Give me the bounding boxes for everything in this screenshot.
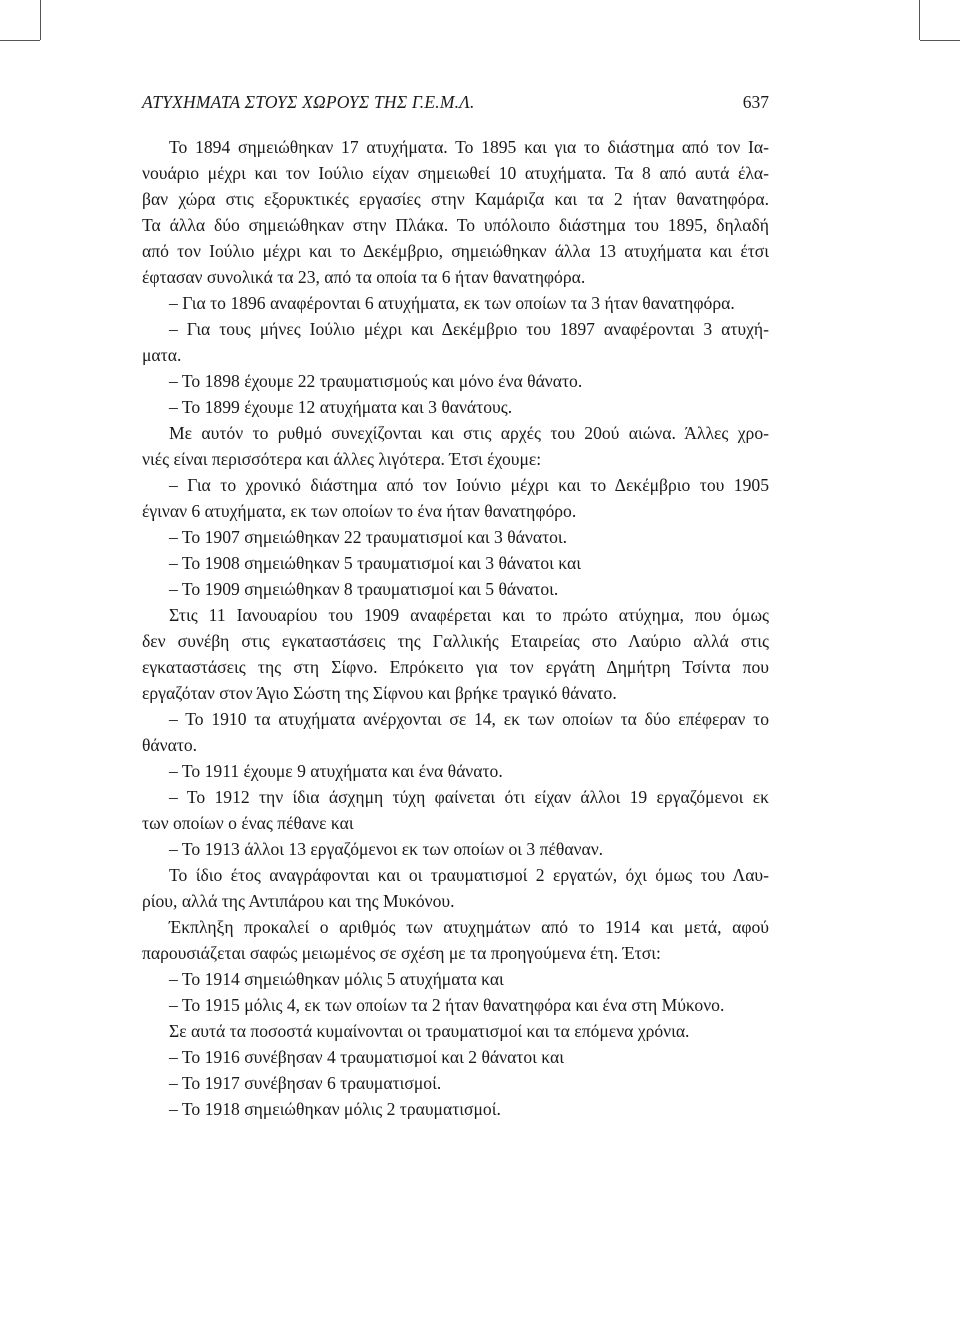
text-line: – Το 1898 έχουμε 22 τραυματισμούς και μόνο ένα θάνατο. <box>169 371 583 391</box>
text-line: Το 1894 σημειώθηκαν 17 ατυχήματα. Το 1895 και για το διάστημα από τον Ια- <box>169 137 769 157</box>
text-line: Τα άλλα δύο σημειώθηκαν στην Πλάκα. Το υπόλοιπο διάστημα του 1895, δηλαδή <box>142 215 769 235</box>
text-line: νουάριο μέχρι και τον Ιούλιο είχαν σημειωθεί 10 ατυχήματα. Τα 8 από αυτά έλα- <box>142 163 769 183</box>
page-number: 637 <box>742 92 769 112</box>
text-line: από τον Ιούλιο μέχρι και το Δεκέμβριο, σημειώθηκαν άλλα 13 ατυχήματα και έτσι <box>142 241 769 261</box>
text-line: εγκαταστάσεις της στη Σίφνο. Επρόκειτο για τον εργάτη Δημήτρη Τσίντα που <box>142 657 769 677</box>
body-text <box>142 134 769 1122</box>
text-line: βαν χώρα στις εξορυκτικές εργασίες στην Καμάριζα και τα 2 ήταν θανατηφόρα. <box>142 189 769 209</box>
crop-mark-top-right-horizontal <box>920 40 960 41</box>
text-line: θάνατο. <box>142 735 198 755</box>
text-line: των οποίων ο ένας πέθανε και <box>142 813 354 833</box>
text-line: ρίου, αλλά της Αντιπάρου και της Μυκόνου. <box>142 891 455 911</box>
text-line: – Το 1911 έχουμε 9 ατυχήματα και ένα θάνατο. <box>169 761 503 781</box>
running-title: ΑΤΥΧΗΜΑΤΑ ΣΤΟΥΣ ΧΩΡΟΥΣ ΤΗΣ Γ.Ε.Μ.Λ. <box>142 92 475 112</box>
text-line: – Το 1909 σημειώθηκαν 8 τραυματισμοί και 5 θάνατοι. <box>169 579 559 599</box>
text-line: – Για το χρονικό διάστημα από τον Ιούνιο μέχρι και το Δεκέμβριο του 1905 <box>169 475 769 495</box>
text-line: ματα. <box>142 345 182 365</box>
text-line: παρουσιάζεται σαφώς μειωμένος σε σχέση με τα προηγούμενα έτη. Έτσι: <box>142 943 661 963</box>
text-line: – Το 1917 συνέβησαν 6 τραυματισμοί. <box>169 1073 442 1093</box>
text-line: – Το 1910 τα ατυχήματα ανέρχονται σε 14, εκ των οποίων τα δύο επέφεραν το <box>169 709 769 729</box>
text-line: – Το 1899 έχουμε 12 ατυχήματα και 3 θανάτους. <box>169 397 513 417</box>
text-line: – Το 1914 σημειώθηκαν μόλις 5 ατυχήματα και <box>169 969 504 989</box>
text-line: – Το 1908 σημειώθηκαν 5 τραυματισμοί και 3 θάνατοι και <box>169 553 581 573</box>
text-line: εργαζόταν στον Άγιο Σώστη της Σίφνου και βρήκε τραγικό θάνατο. <box>142 683 617 703</box>
crop-mark-top-right-vertical <box>919 0 920 40</box>
text-line: – Το 1915 μόλις 4, εκ των οποίων τα 2 ήταν θανατηφόρα και ένα στη Μύκονο. <box>169 995 725 1015</box>
running-header <box>142 92 769 122</box>
text-line: Το ίδιο έτος αναγράφονται και οι τραυματισμοί 2 εργατών, όχι όμως του Λαυ- <box>169 865 769 885</box>
text-line: Σε αυτά τα ποσοστά κυμαίνονται οι τραυματισμοί και τα επόμενα χρόνια. <box>169 1021 690 1041</box>
crop-mark-top-left-vertical <box>40 0 41 40</box>
text-line: Στις 11 Ιανουαρίου του 1909 αναφέρεται και το πρώτο ατύχημα, που όμως <box>169 605 769 625</box>
crop-mark-top-left-horizontal <box>0 40 40 41</box>
text-line: – Το 1907 σημειώθηκαν 22 τραυματισμοί και 3 θάνατοι. <box>169 527 568 547</box>
text-line: – Το 1918 σημειώθηκαν μόλις 2 τραυματισμοί. <box>169 1099 501 1119</box>
text-line: – Για τους μήνες Ιούλιο μέχρι και Δεκέμβριο του 1897 αναφέρονται 3 ατυχή- <box>169 319 769 339</box>
text-line: – Για το 1896 αναφέρονται 6 ατυχήματα, εκ των οποίων τα 3 ήταν θανατηφόρα. <box>169 293 735 313</box>
text-line: έγιναν 6 ατυχήματα, εκ των οποίων το ένα ήταν θανατηφόρο. <box>142 501 577 521</box>
text-line: έφτασαν συνολικά τα 23, από τα οποία τα 6 ήταν θανατηφόρα. <box>142 267 586 287</box>
text-line: – Το 1916 συνέβησαν 4 τραυματισμοί και 2 θάνατοι και <box>169 1047 564 1067</box>
text-line: – Το 1913 άλλοι 13 εργαζόμενοι εκ των οποίων οι 3 πέθαναν. <box>169 839 604 859</box>
text-line: νιές είναι περισσότερα και άλλες λιγότερα. Έτσι έχουμε: <box>142 449 542 469</box>
text-line: – Το 1912 την ίδια άσχημη τύχη φαίνεται ότι είχαν άλλοι 19 εργαζόμενοι εκ <box>169 787 769 807</box>
text-line: Με αυτόν το ρυθμό συνεχίζονται και στις αρχές του 20ού αιώνα. Άλλες χρο- <box>169 423 769 443</box>
text-line: Έκπληξη προκαλεί ο αριθμός των ατυχημάτων από το 1914 και μετά, αφού <box>169 917 769 937</box>
text-line: δεν συνέβη στις εγκαταστάσεις της Γαλλικής Εταιρείας στο Λαύριο αλλά στις <box>142 631 769 651</box>
